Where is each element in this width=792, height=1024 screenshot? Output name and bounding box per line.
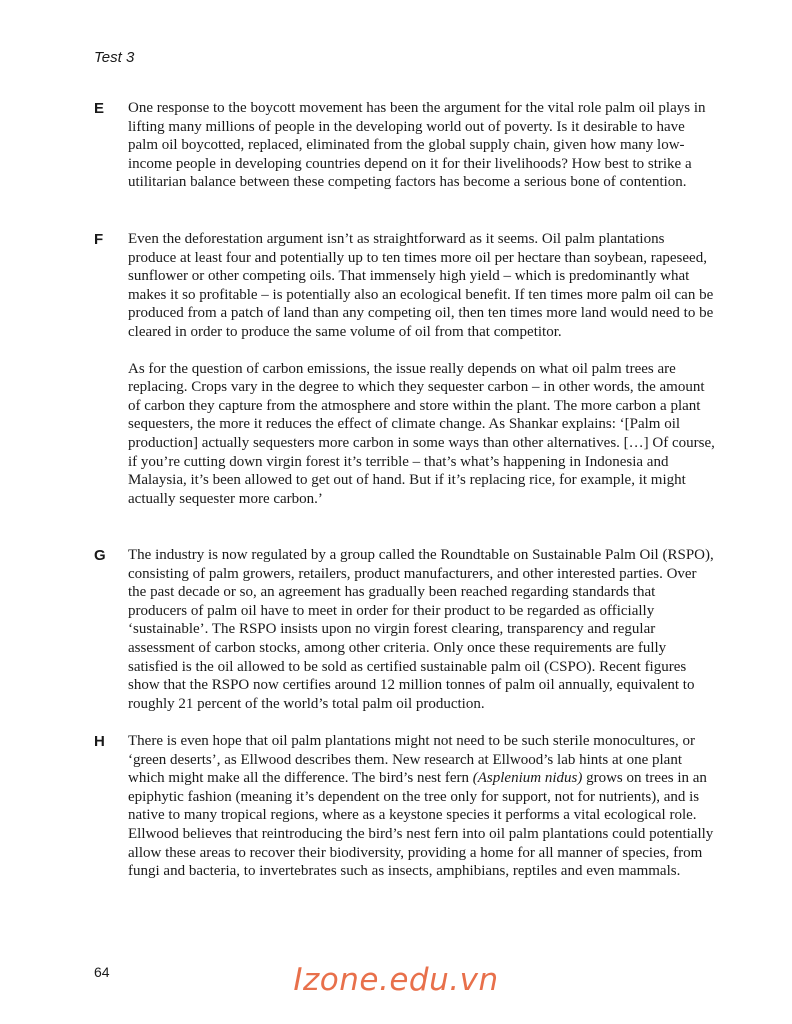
paragraph: One response to the boycott movement has been the argument for the vital role palm oil plays in lifting many millions of people in the developing world out of poverty. Is it desirable to have palm oil boycotted, replaced, eliminated from the global supply chain, given how many low-income people in developing countries depend on it for their livelihoods? How best to strike a utilitarian balance between these competing factors has become a serious bone of contention.: [128, 100, 706, 191]
section-letter: E: [94, 100, 105, 117]
section-h: [94, 732, 714, 881]
section-f: [94, 230, 714, 508]
paragraph: [128, 732, 716, 881]
paragraph: As for the question of carbon emissions, the issue really depends on what oil palm trees are replacing. Crops vary in the degree to which they sequester carbon – in other words, the amount of carbon they capture from the atmosphere and store within the plant. The more carbon a plant sequesters, the more it reduces the effect of climate change. As Shankar explains: ‘[Palm oil production] actually sequesters more carbon in some ways than other alternatives. […] Of course, if you’re cutting down virgin forest it’s terrible – that’s what’s happening in Indonesia and Malaysia, it’s been allowed to get out of hand. But if it’s replacing rice, for example, it might actually sequester more carbon.’: [128, 360, 715, 507]
paragraph-text: There is even hope that oil palm plantations might not need to be such sterile monocultures, or ‘green deserts’, as Ellwood describes them. New research at Ellwood’s lab hints at one plant which might make all the difference. The bird’s nest fern: [128, 733, 695, 787]
paragraph: Even the deforestation argument isn’t as straightforward as it seems. Oil palm plantations produce at least four and potentially up to ten times more oil per hectare than soybean, rapeseed, sunflower or other competing oils. That immensely high yield – which is predominantly what makes it so profitable – is potentially also an ecological benefit. If ten times more palm oil can be produced from a patch of land than any competing oil, then ten times more land would need to be cleared in order to produce the same volume of oil from that competitor.: [128, 231, 714, 340]
section-letter: H: [94, 733, 105, 750]
page-header-title: Test 3: [94, 49, 135, 66]
species-name-italic: (Asplenium nidus): [472, 770, 583, 787]
section-g: [94, 546, 714, 713]
section-e: [94, 99, 714, 192]
paragraph: The industry is now regulated by a group called the Roundtable on Sustainable Palm Oil (RSPO), consisting of palm growers, retailers, product manufacturers, and other interested parties. Over the past decade or so, an agreement has gradually been reached regarding standards that producers of palm oil have to meet in order for their product to be regarded as officially ‘sustainable’. The RSPO insists upon no virgin forest clearing, transparency and regular assessment of carbon stocks, among other criteria. Only once these requirements are fully satisfied is the oil allowed to be sold as certified sustainable palm oil (CSPO). Recent figures show that the RSPO now certifies around 12 million tonnes of palm oil annually, equivalent to roughly 21 percent of the world’s total palm oil production.: [128, 547, 714, 712]
section-letter: G: [94, 547, 106, 564]
paragraph-text: grows on trees in an epiphytic fashion (meaning it’s dependent on the tree only for support, not for nutrients), and is native to many tropical regions, where as a keystone species it performs a vital ecological role. Ellwood believes that reintroducing the bird’s nest fern into oil palm plantations could potentially allow these areas to recover their biodiversity, providing a home for all manner of species, from fungi and bacteria, to invertebrates such as insects, amphibians, reptiles and even mammals.: [128, 770, 714, 880]
page-number: 64: [94, 964, 110, 980]
section-letter: F: [94, 231, 104, 248]
watermark-text: Izone.edu.vn: [293, 962, 499, 998]
